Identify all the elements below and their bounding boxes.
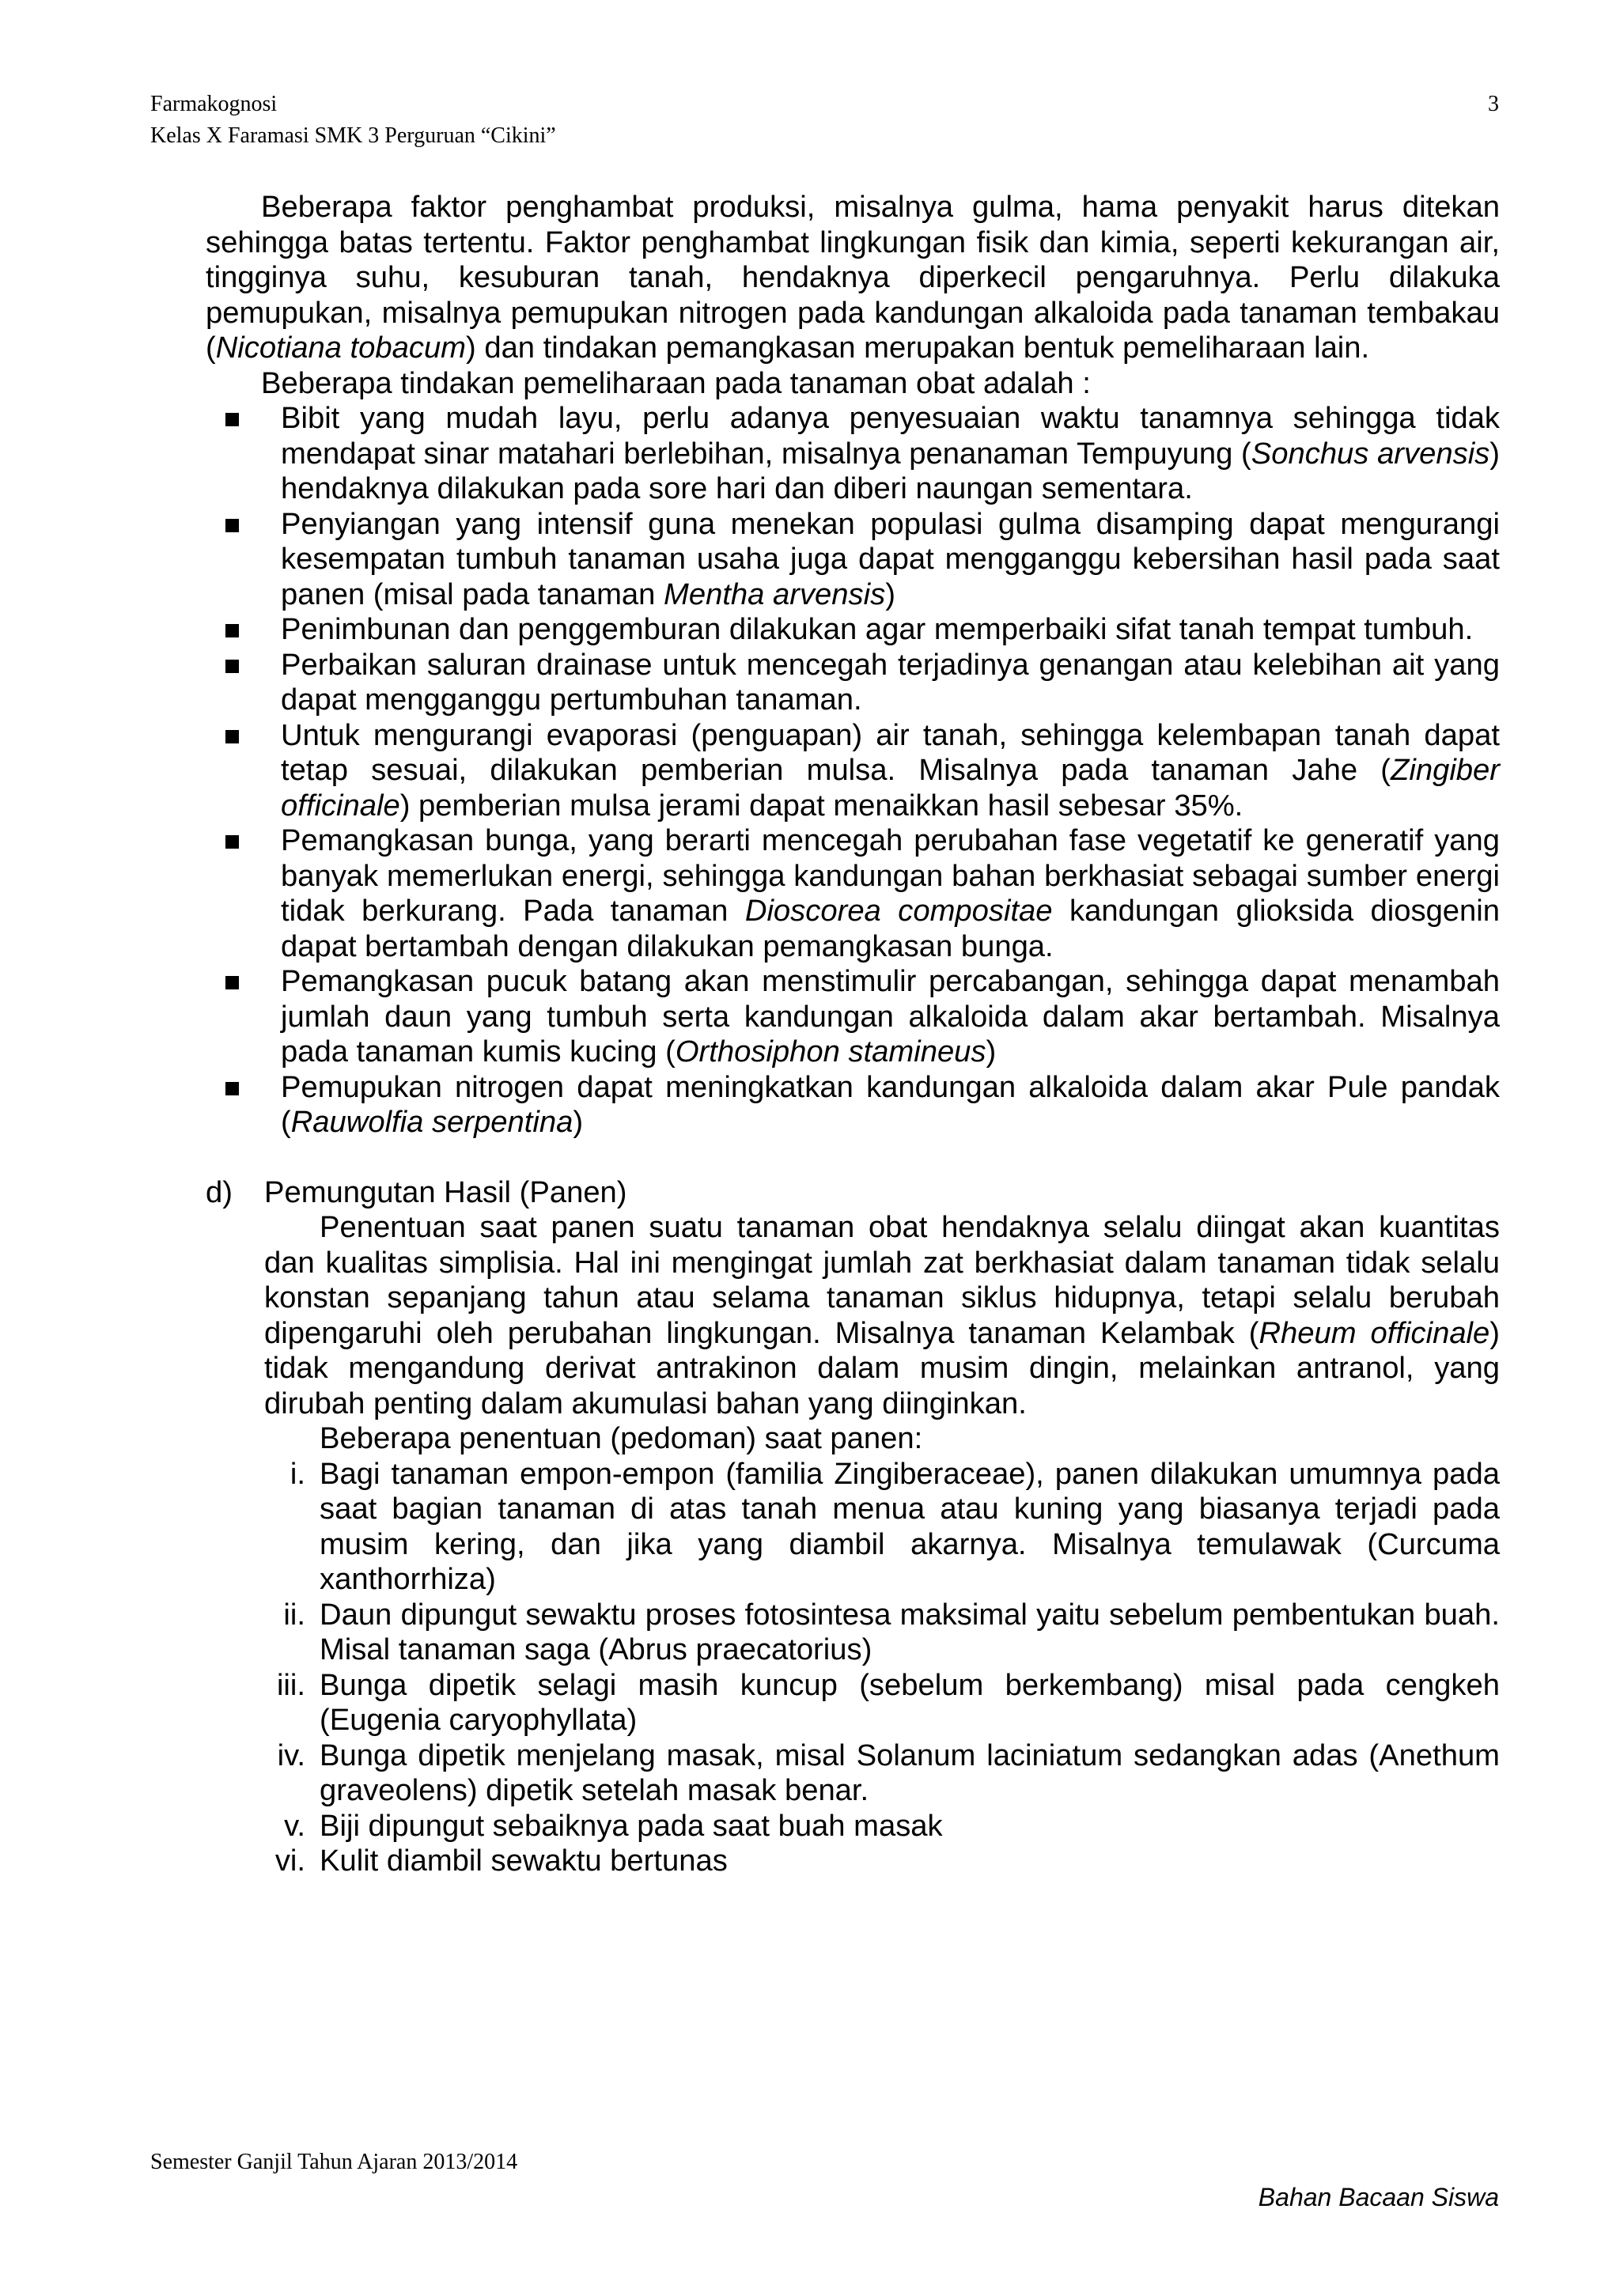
footer-note: Bahan Bacaan Siswa xyxy=(1258,2183,1499,2211)
list-number: v. xyxy=(284,1808,305,1843)
list-item: Pemangkasan bunga, yang berarti mencegah perubahan fase vegetatif ke generatif yang banyak memerlukan energi, sehingga kandungan bahan berkhasiat sebagai sumber energi tidak berkurang. Pada tanaman Dioscorea compositae kandungan glioksida diosgenin dapat bertambah dengan dilakukan pemangkasan bunga. xyxy=(206,823,1500,964)
page-header xyxy=(150,89,556,152)
list-item: i. Bagi tanaman empon-empon (familia Zingiberaceae), panen dilakukan umumnya pada saat bagian tanaman di atas tanah menua atau kuning yang biasanya terjadi pada musim kering, dan jika yang diambil akarnya. Misalnya temulawak (Curcuma xanthorrhiza) xyxy=(264,1457,1500,1598)
intro-paragraph xyxy=(206,190,1500,366)
list-item: v. Biji dipungut sebaiknya pada saat buah masak xyxy=(264,1809,1500,1844)
list-number: ii. xyxy=(283,1597,305,1632)
harvest-list xyxy=(264,1457,1500,1879)
list-item: ii. Daun dipungut sewaktu proses fotosintesa maksimal yaitu sebelum pembentukan buah. Misal tanaman saga (Abrus praecatorius) xyxy=(264,1598,1500,1668)
list-item: vi. Kulit diambil sewaktu bertunas xyxy=(264,1844,1500,1879)
section-title: Pemungutan Hasil (Panen) xyxy=(264,1174,627,1209)
square-bullet-icon xyxy=(225,660,239,673)
species-name: Nicotiana tobacum xyxy=(215,331,466,365)
care-list-intro: Beberapa tindakan pemeliharaan pada tanaman obat adalah : xyxy=(261,365,1091,400)
list-item: Penyiangan yang intensif guna menekan populasi gulma disamping dapat mengurangi kesempatan tumbuh tanaman usaha juga dapat mengganggu kebersihan hasil pada saat panen (misal pada tanaman Mentha arvensis) xyxy=(206,507,1500,613)
list-item: iv. Bunga dipetik menjelang masak, misal Solanum laciniatum sedangkan adas (Anethum graveolens) dipetik setelah masak benar. xyxy=(264,1738,1500,1809)
list-item: Bibit yang mudah layu, perlu adanya penyesuaian waktu tanamnya sehingga tidak mendapat sinar matahari berlebihan, misalnya penanaman Tempuyung (Sonchus arvensis) hendaknya dilakukan pada sore hari dan diberi naungan sementara. xyxy=(206,401,1500,507)
species-name: Orthosiphon stamineus xyxy=(675,1035,986,1069)
list-number: i. xyxy=(290,1456,305,1491)
list-number: iv. xyxy=(277,1738,305,1772)
list-item: Perbaikan saluran drainase untuk mencegah terjadinya genangan atau kelebihan ait yang dapat mengganggu pertumbuhan tanaman. xyxy=(206,648,1500,718)
main-content xyxy=(206,190,1500,1879)
list-item: iii. Bunga dipetik selagi masih kuncup (sebelum berkembang) misal pada cengkeh (Eugenia caryophyllata) xyxy=(264,1668,1500,1738)
species-name: Mentha arvensis xyxy=(664,577,886,611)
species-name: Zingiber officinale xyxy=(281,753,1500,823)
list-number: iii. xyxy=(276,1667,305,1702)
intro-text-a: Beberapa faktor penghambat produksi, misalnya gulma, hama penyakit harus ditekan sehingga batas tertentu. Faktor penghambat lingkungan fisik dan kimia, seperti kekurangan air, tingginya suhu, kesuburan tanah, hendaknya diperkecil pengaruhnya. Perlu dilakuka pemupukan, misalnya pemupukan nitrogen pada kandungan alkaloida pada tanaman tembakau ( xyxy=(206,190,1500,365)
section-d xyxy=(206,1175,1500,1879)
square-bullet-icon xyxy=(225,976,239,989)
footer-semester: Semester Ganjil Tahun Ajaran 2013/2014 xyxy=(150,2150,518,2174)
list-number: vi. xyxy=(274,1844,305,1878)
harvest-list-intro: Beberapa penentuan (pedoman) saat panen: xyxy=(320,1421,923,1455)
section-label: d) xyxy=(206,1174,233,1209)
care-list xyxy=(206,401,1500,1140)
list-item: Untuk mengurangi evaporasi (penguapan) air tanah, sehingga kelembapan tanah dapat tetap sesuai, dilakukan pemberian mulsa. Misalnya pada tanaman Jahe (Zingiber officinale) pemberian mulsa jerami dapat menaikkan hasil sebesar 35%. xyxy=(206,718,1500,824)
square-bullet-icon xyxy=(225,730,239,743)
species-name: Dioscorea compositae xyxy=(744,894,1053,928)
square-bullet-icon xyxy=(225,413,239,426)
square-bullet-icon xyxy=(225,835,239,849)
square-bullet-icon xyxy=(225,1082,239,1095)
list-item: Penimbunan dan penggemburan dilakukan agar memperbaiki sifat tanah tempat tumbuh. xyxy=(206,612,1500,648)
intro-text-b: ) dan tindakan pemangkasan merupakan bentuk pemeliharaan lain. xyxy=(466,331,1370,365)
species-name: Rauwolfia serpentina xyxy=(290,1105,573,1139)
square-bullet-icon xyxy=(225,519,239,532)
list-item: Pemupukan nitrogen dapat meningkatkan kandungan alkaloida dalam akar Pule pandak (Rauwolfia serpentina) xyxy=(206,1070,1500,1140)
species-name: Rheum officinale xyxy=(1259,1315,1490,1350)
header-subject: Farmakognosi xyxy=(150,92,278,116)
header-class-line: Kelas X Faramasi SMK 3 Perguruan “Cikini” xyxy=(150,123,556,148)
list-item: Pemangkasan pucuk batang akan menstimulir percabangan, sehingga dapat menambah jumlah daun yang tumbuh serta kandungan alkaloida dalam akar bertambah. Misalnya pada tanaman kumis kucing (Orthosiphon stamineus) xyxy=(206,964,1500,1070)
species-name: Sonchus arvensis xyxy=(1251,436,1490,471)
page-number: 3 xyxy=(1488,92,1499,116)
section-paragraph: Penentuan saat panen suatu tanaman obat hendaknya selalu diingat akan kuantitas dan kualitas simplisia. Hal ini mengingat jumlah zat berkhasiat dalam tanaman tidak selalu konstan sepanjang tahun atau selama tanaman siklus hidupnya, tetapi selalu berubah dipengaruhi oleh perubahan lingkungan. Misalnya tanaman Kelambak (Rheum officinale) tidak mengandung derivat antrakinon dalam musim dingin, melainkan antranol, yang dirubah penting dalam akumulasi bahan yang diinginkan. xyxy=(264,1210,1500,1420)
square-bullet-icon xyxy=(225,624,239,637)
